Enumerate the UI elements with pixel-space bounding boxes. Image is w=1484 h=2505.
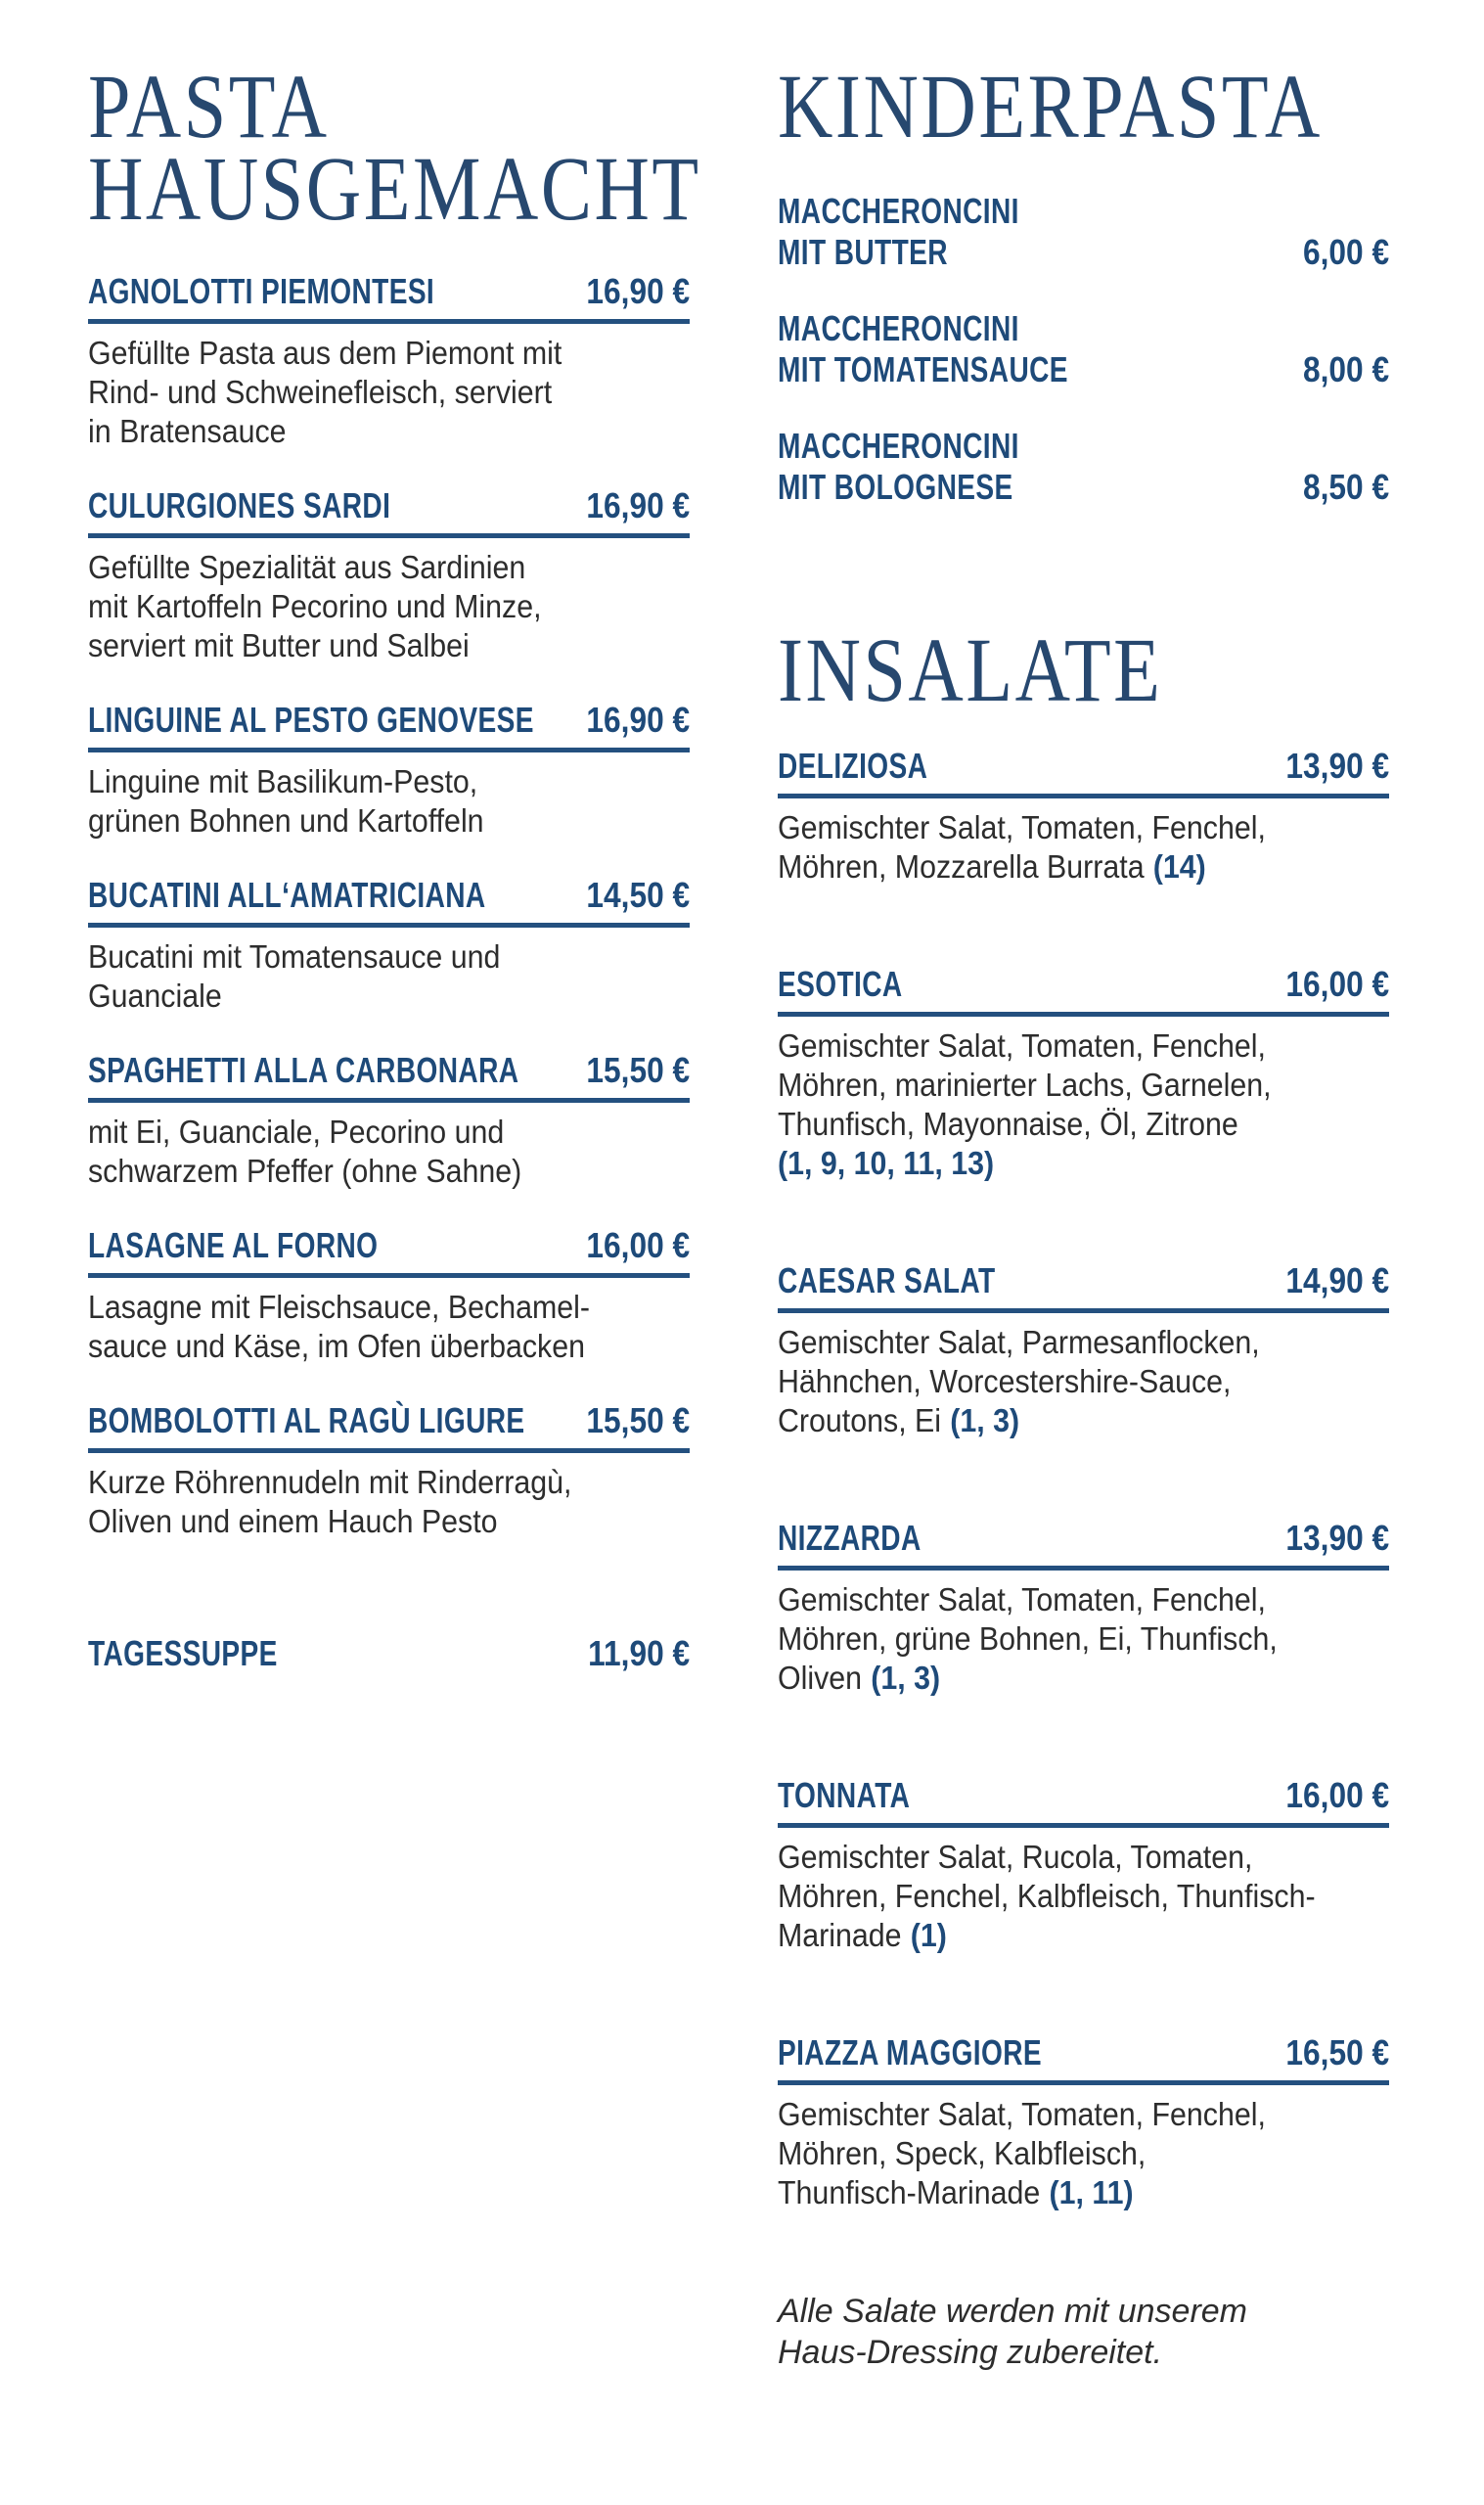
section-title-line: PASTA (88, 57, 330, 158)
item-description (778, 1580, 1389, 1698)
item-description-line: Kurze Röhrennudeln mit Rinderragù, (88, 1464, 572, 1500)
item-name: LINGUINE AL PESTO GENOVESE (88, 700, 534, 740)
item-description-line: schwarzem Pfeffer (ohne Sahne) (88, 1153, 522, 1189)
salads-dressing-note (778, 2291, 1389, 2373)
item-divider (88, 319, 690, 324)
item-divider (88, 748, 690, 752)
item-divider (88, 1448, 690, 1453)
menu-item-nizzarda (778, 1519, 1389, 1698)
item-description-line: Croutons, Ei (1, 3) (778, 1402, 1020, 1438)
item-description-line: Gefüllte Spezialität aus Sardinien (88, 549, 526, 585)
item-description-line: Guanciale (88, 978, 222, 1014)
item-description (88, 937, 690, 1016)
item-price: 16,90 € (586, 485, 690, 525)
item-head (778, 965, 1389, 1004)
item-price: 14,50 € (586, 875, 690, 915)
note-line: Haus-Dressing zubereitet. (778, 2334, 1163, 2371)
item-head (88, 1634, 690, 1673)
item-description-line: Lasagne mit Fleischsauce, Bechamel- (88, 1289, 591, 1325)
menu-item-esotica (778, 965, 1389, 1183)
item-description (88, 1113, 690, 1191)
section-title-insalate (778, 620, 1389, 721)
item-divider (778, 1566, 1389, 1571)
item-description (88, 1288, 690, 1366)
item-divider (778, 1823, 1389, 1828)
item-name: ESOTICA (778, 964, 903, 1004)
item-name: TAGESSUPPE (88, 1633, 278, 1673)
menu-item-tonnata (778, 1776, 1389, 1955)
item-description-line: Linguine mit Basilikum-Pesto, (88, 763, 478, 799)
item-head (88, 701, 690, 740)
item-description-line: Möhren, grüne Bohnen, Ei, Thunfisch, (778, 1620, 1278, 1657)
section-title-kinderpasta (778, 57, 1389, 158)
menu-item-agnolotti-piemontesi (88, 272, 690, 451)
item-price: 14,90 € (1285, 1260, 1389, 1300)
menu-item-bombolotti-ragu (88, 1401, 690, 1541)
item-description (778, 2095, 1389, 2212)
item-description (778, 1323, 1389, 1440)
item-description-line: Gemischter Salat, Rucola, Tomaten, (778, 1839, 1253, 1875)
item-name-line: MIT TOMATENSAUCE (778, 349, 1068, 389)
allergen-note: (14) (1152, 848, 1206, 885)
section-title-line: INSALATE (778, 620, 1163, 721)
item-description-line: Gemischter Salat, Tomaten, Fenchel, (778, 1581, 1266, 1617)
item-description-line (778, 1144, 1340, 1183)
item-description-line: in Bratensauce (88, 413, 287, 449)
item-description-line: Marinade (1) (778, 1917, 947, 1953)
item-description-line: grünen Bohnen und Kartoffeln (88, 802, 484, 839)
right-column (778, 0, 1389, 2373)
item-head (778, 2033, 1389, 2072)
menu-item-maccheroncini-bolognese (778, 426, 1389, 508)
item-head (88, 486, 690, 525)
section-title-line: HAUSGEMACHT (88, 139, 701, 240)
item-head (88, 1226, 690, 1265)
item-description-line: Thunfisch, Mayonnaise, Öl, Zitrone (778, 1106, 1238, 1142)
item-price: 16,00 € (1285, 964, 1389, 1004)
menu-item-culurgiones-sardi (88, 486, 690, 665)
item-name: AGNOLOTTI PIEMONTESI (88, 271, 435, 311)
item-name-line: MACCHERONCINI (778, 308, 1019, 348)
menu-item-linguine-al-pesto (88, 701, 690, 841)
allergen-note: (1, 9, 10, 11, 13) (778, 1145, 995, 1181)
allergen-note: (1, 3) (950, 1402, 1020, 1438)
menu-item-piazza-maggiore (778, 2033, 1389, 2212)
item-divider (778, 2080, 1389, 2085)
item-name-line: MIT BUTTER (778, 232, 948, 272)
item-name-line: MACCHERONCINI (778, 426, 1019, 466)
item-head (778, 1519, 1389, 1558)
menu-item-lasagne-al-forno (88, 1226, 690, 1366)
menu-item-maccheroncini-butter (778, 191, 1389, 273)
item-head (778, 747, 1389, 786)
item-description-line: Gefüllte Pasta aus dem Piemont mit (88, 335, 562, 371)
item-description (88, 334, 690, 451)
item-name: DELIZIOSA (778, 746, 928, 786)
item-name: BUCATINI ALL‘AMATRICIANA (88, 875, 486, 915)
item-description-line: Rind- und Schweinefleisch, serviert (88, 374, 553, 410)
section-title-pasta-hausgemacht (88, 57, 701, 240)
item-description-line: Möhren, Fenchel, Kalbfleisch, Thunfisch- (778, 1878, 1316, 1914)
item-divider (778, 794, 1389, 798)
allergen-note: (1) (910, 1917, 947, 1953)
item-name: PIAZZA MAGGIORE (778, 2032, 1043, 2072)
item-price: 16,90 € (586, 700, 690, 740)
item-description (88, 762, 690, 841)
item-name: CAESAR SALAT (778, 1260, 996, 1300)
item-description-line: mit Ei, Guanciale, Pecorino und (88, 1114, 505, 1150)
item-name: SPAGHETTI ALLA CARBONARA (88, 1050, 519, 1090)
item-description-line: mit Kartoffeln Pecorino und Minze, (88, 588, 542, 624)
menu-item-tagessuppe (88, 1634, 690, 1673)
item-price: 13,90 € (1285, 746, 1389, 786)
item-name: CULURGIONES SARDI (88, 485, 391, 525)
item-price: 8,50 € (1302, 467, 1389, 507)
item-price: 16,00 € (586, 1225, 690, 1265)
item-divider (88, 1273, 690, 1278)
item-price: 11,90 € (588, 1633, 690, 1673)
item-description-line: Gemischter Salat, Tomaten, Fenchel, (778, 1027, 1266, 1064)
item-description-line: Gemischter Salat, Tomaten, Fenchel, (778, 2096, 1266, 2132)
item-description-line: Thunfisch-Marinade (1, 11) (778, 2174, 1134, 2210)
item-name: BOMBOLOTTI AL RAGÙ LIGURE (88, 1400, 525, 1440)
item-head (778, 1261, 1389, 1300)
item-divider (778, 1012, 1389, 1017)
item-divider (88, 533, 690, 538)
item-head (88, 876, 690, 915)
item-description-line: Bucatini mit Tomatensauce und (88, 938, 501, 975)
left-column (88, 0, 701, 1708)
item-name: LASAGNE AL FORNO (88, 1225, 379, 1265)
item-description-line: Oliven und einem Hauch Pesto (88, 1503, 498, 1539)
item-description-line: Oliven (1, 3) (778, 1660, 941, 1696)
item-description (778, 1838, 1389, 1955)
item-price: 6,00 € (1302, 232, 1389, 272)
item-description-line: Möhren, Speck, Kalbfleisch, (778, 2135, 1147, 2171)
item-description-line: Möhren, marinierter Lachs, Garnelen, (778, 1067, 1272, 1103)
item-head (778, 1776, 1389, 1815)
item-price: 16,90 € (586, 271, 690, 311)
item-description-line: Gemischter Salat, Tomaten, Fenchel, (778, 809, 1266, 845)
item-price: 8,00 € (1302, 349, 1389, 389)
item-head (88, 272, 690, 311)
section-title-line: KINDERPASTA (778, 57, 1323, 158)
item-head (88, 1051, 690, 1090)
item-price: 13,90 € (1285, 1518, 1389, 1558)
menu-item-bucatini-amatriciana (88, 876, 690, 1016)
allergen-note: (1, 11) (1049, 2174, 1134, 2210)
allergen-note: (1, 3) (871, 1660, 941, 1696)
item-price: 16,00 € (1285, 1775, 1389, 1815)
item-divider (88, 1098, 690, 1103)
item-description-line: sauce und Käse, im Ofen überbacken (88, 1328, 585, 1364)
item-price: 15,50 € (586, 1400, 690, 1440)
menu-item-caesar-salat (778, 1261, 1389, 1440)
item-name: NIZZARDA (778, 1518, 922, 1558)
item-description-line: Hähnchen, Worcestershire-Sauce, (778, 1363, 1232, 1399)
item-name-line: MIT BOLOGNESE (778, 467, 1013, 507)
item-description (778, 1026, 1389, 1183)
item-description-line: Gemischter Salat, Parmesanflocken, (778, 1324, 1260, 1360)
item-divider (778, 1308, 1389, 1313)
item-price: 16,50 € (1285, 2032, 1389, 2072)
item-description-line: Möhren, Mozzarella Burrata (14) (778, 848, 1206, 885)
item-name: TONNATA (778, 1775, 911, 1815)
item-head (88, 1401, 690, 1440)
item-description (88, 548, 690, 665)
menu-item-deliziosa (778, 747, 1389, 887)
item-description (88, 1463, 690, 1541)
menu-item-maccheroncini-tomatensauce (778, 308, 1389, 390)
note-line: Alle Salate werden mit unserem (778, 2293, 1248, 2330)
menu-item-spaghetti-carbonara (88, 1051, 690, 1191)
item-description (778, 808, 1389, 887)
item-price: 15,50 € (586, 1050, 690, 1090)
item-description-line: serviert mit Butter und Salbei (88, 627, 470, 663)
item-name-line: MACCHERONCINI (778, 191, 1019, 231)
item-divider (88, 923, 690, 928)
